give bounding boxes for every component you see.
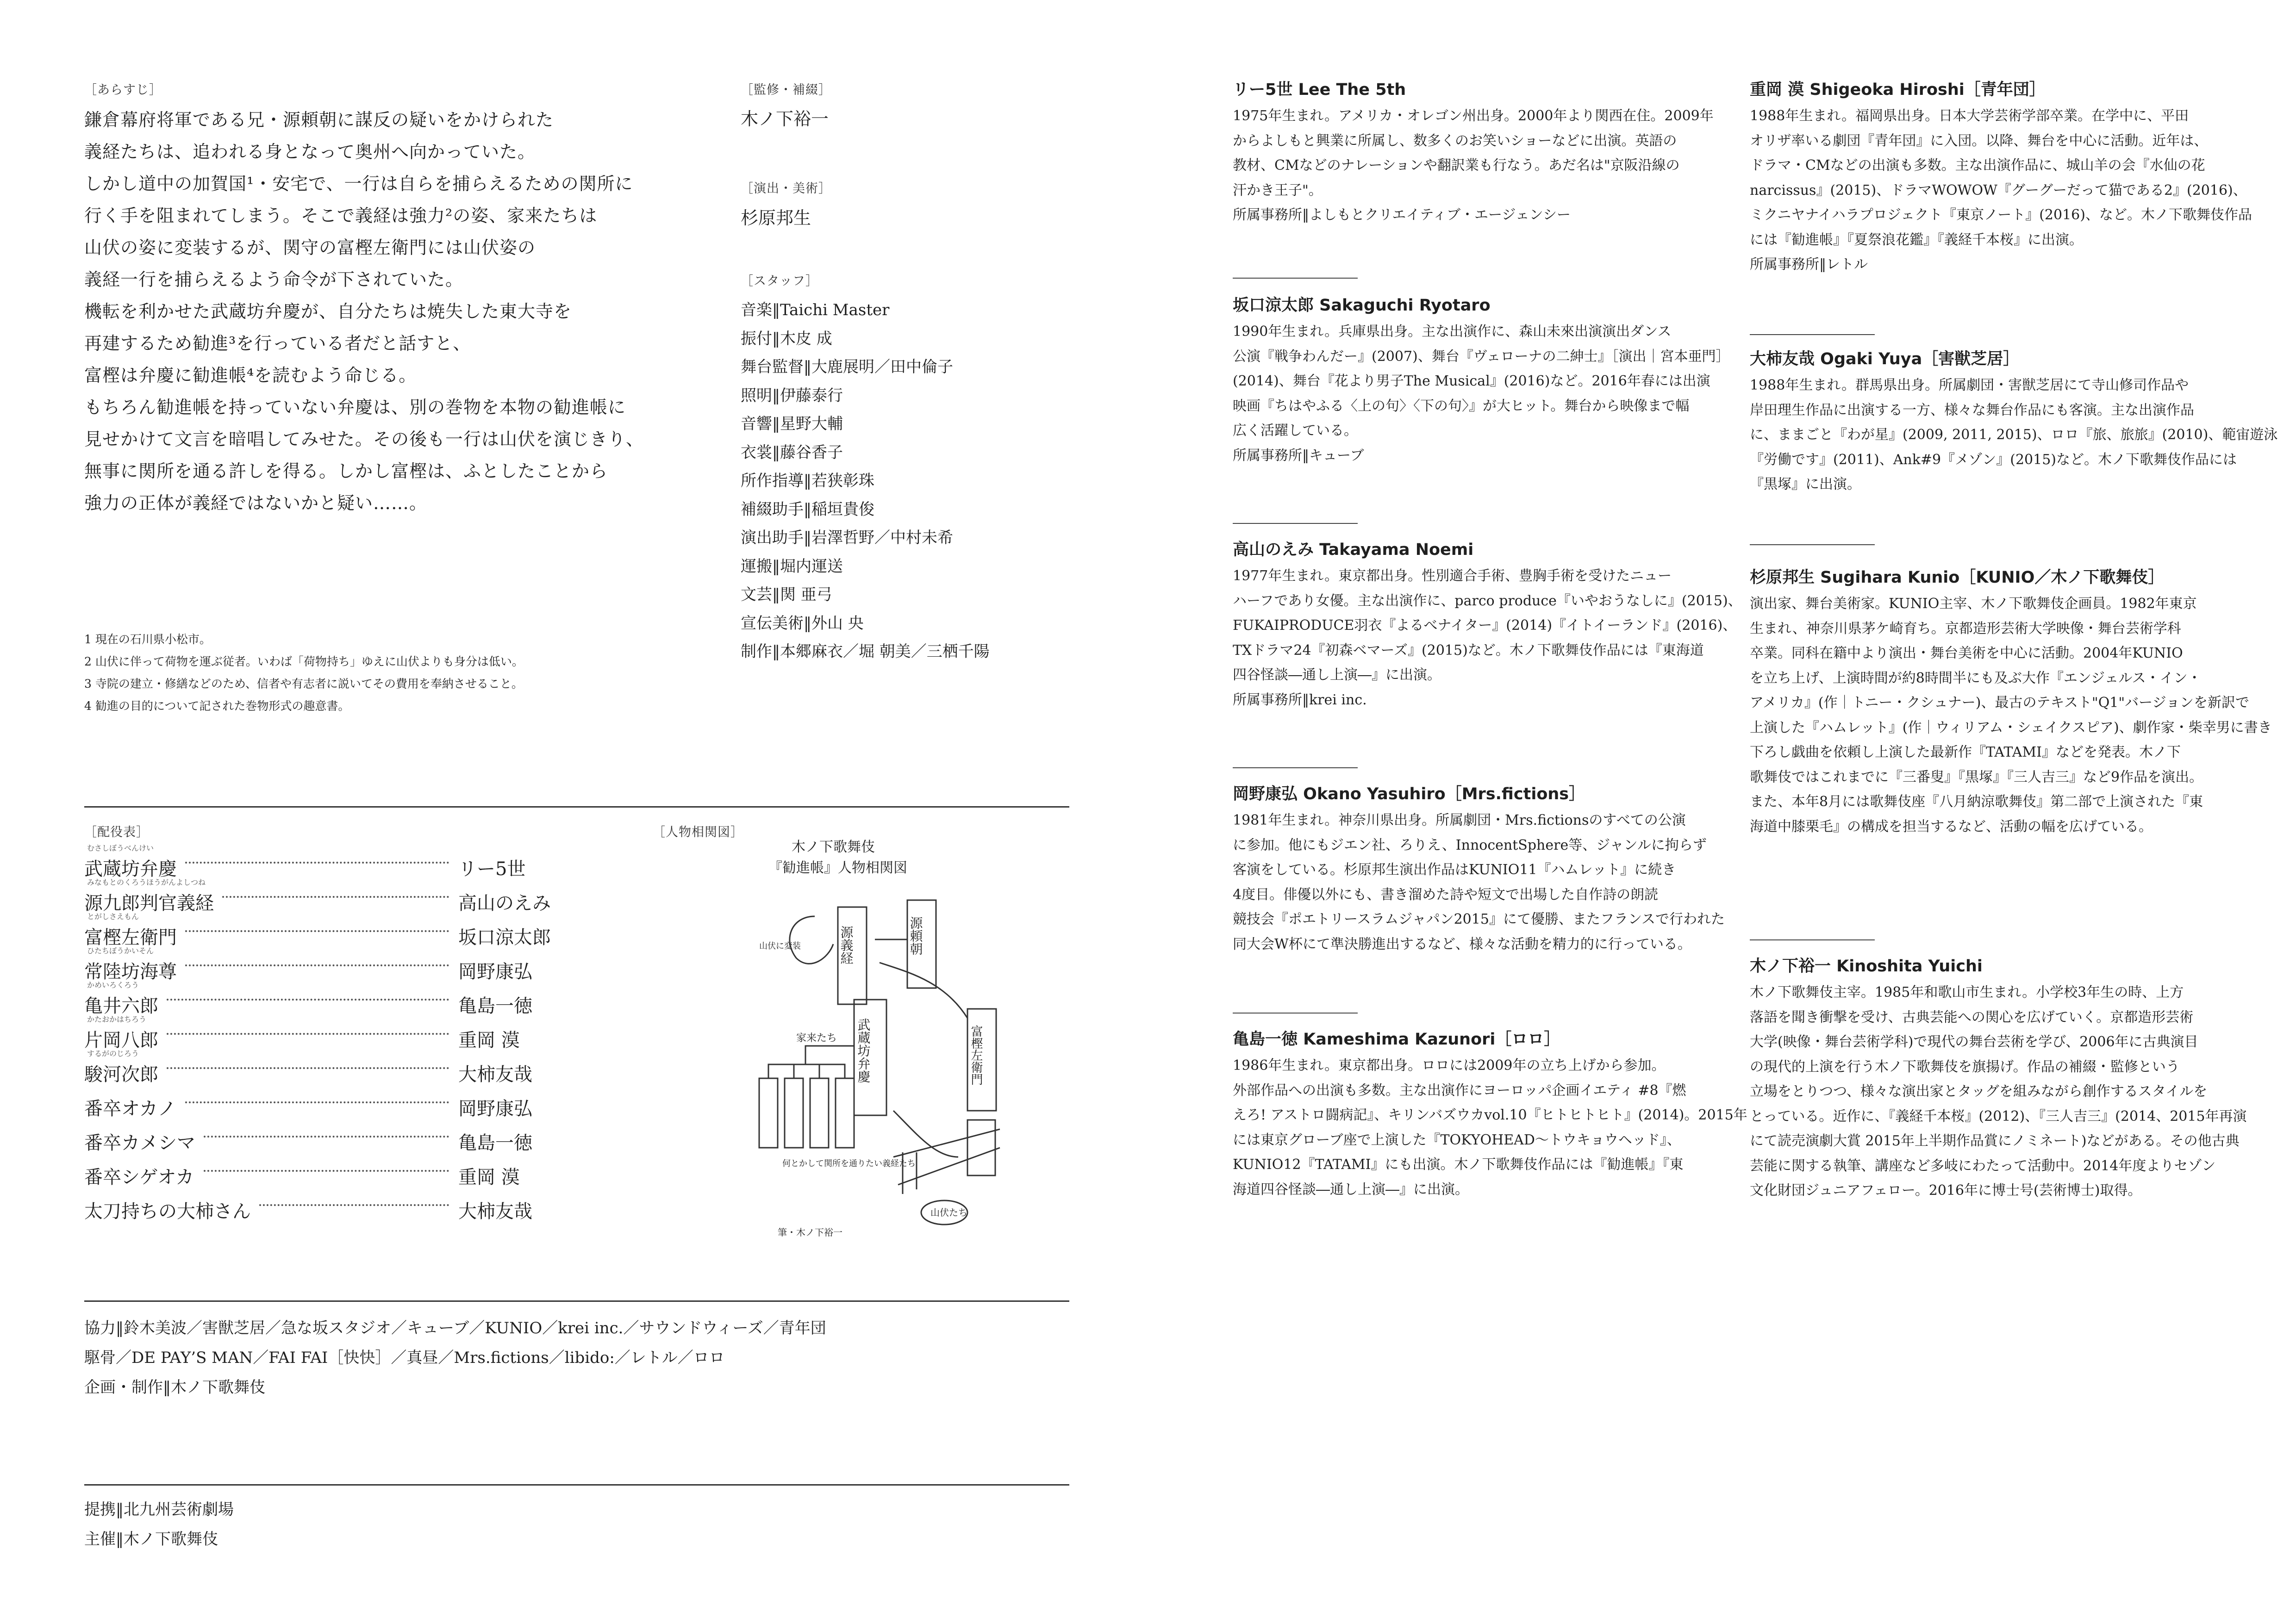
cast-role: 源九郎判官義経 [84, 893, 214, 914]
bio-line: 1990年生まれ。兵庫県出身。主な出演作に、森山未來出演演出ダンス [1233, 323, 1672, 340]
staff-item: 運搬‖堀内運送 [741, 557, 843, 576]
bio-line: 外部作品への出演も多数。主な出演作にヨーロッパ企画イエティ #8『燃 [1233, 1082, 1686, 1099]
bio-line: には『勧進帳』『夏祭浪花鑑』『義経千本桜』に出演。 [1750, 231, 2083, 248]
cast-row [84, 1051, 566, 1085]
footnote: 2 山伏に伴って荷物を運ぶ従者。いわば「荷物持ち」ゆえに山伏よりも身分は低い。 [84, 655, 524, 668]
cast-role: 片岡八郎 [84, 1030, 158, 1051]
bio-kinoshita [1750, 952, 2247, 1203]
cast-leader [185, 930, 449, 932]
synopsis-line: 強力の正体が義経ではないかと疑い……。 [84, 493, 428, 513]
synopsis-body [84, 104, 742, 519]
cast-role: 常陸坊海尊 [84, 961, 177, 983]
bio-line: にて読売演劇大賞 2015年上半期作品賞にノミネート)などがある。その他古典 [1750, 1133, 2240, 1149]
relationship-diagram [741, 833, 1009, 1240]
bio-name: 亀島一徳 Kameshima Kazunori［ロロ］ [1233, 1030, 1560, 1049]
cast-row [84, 845, 566, 879]
staff-list [741, 296, 1157, 666]
supervision-name: 木ノ下裕一 [741, 109, 829, 129]
bio-line: とっている。近作に、『義経千本桜』(2012)、『三人吉三』(2014、2015年再演 [1750, 1108, 2247, 1125]
partner-credit: 提携‖北九州芸術劇場 [84, 1500, 234, 1519]
cast-actor: リー5世 [458, 858, 526, 880]
bio-line: 演出家、舞台美術家。KUNIO主宰、木ノ下歌舞伎企画員。1982年東京 [1750, 596, 2197, 612]
staff-label: ［スタッフ］ [741, 274, 818, 288]
bio-line: 卒業。同科在籍中より演出・舞台美術を中心に活動。2004年KUNIO [1750, 645, 2183, 661]
bio-line: ドラマ・CMなどの出演も多数。主な出演作品に、城山羊の会『水仙の花 [1750, 157, 2205, 174]
cast-row [84, 1188, 566, 1222]
bio-line: 下ろし戯曲を依頼し上演した最新作『TATAMI』などを発表。木ノ下 [1750, 744, 2181, 760]
bio-line: 広く活躍している。 [1233, 423, 1358, 439]
node-guards [967, 1120, 995, 1175]
cast-actor: 大柿友哉 [458, 1201, 532, 1222]
bio-line: 木ノ下歌舞伎主宰。1985年和歌山市生まれ。小学校3年生の時、上方 [1750, 984, 2184, 1001]
bio-line: 1988年生まれ。群馬県出身。所属劇団・害獣芝居にて寺山修司作品や [1750, 377, 2189, 393]
cast-actor: 岡野康弘 [458, 1098, 532, 1119]
node-retainer [759, 1078, 778, 1148]
bio-line: 海道四谷怪談―通し上演―』に出演。 [1233, 1181, 1469, 1198]
bio-line: FUKAIPRODUCE羽衣『よるべナイター』(2014)『イトイーランド』(2016)、 [1233, 617, 1737, 634]
staff-item: 音楽‖Taichi Master [741, 301, 890, 319]
cast-leader [167, 1067, 449, 1069]
bio-divider [1233, 278, 1358, 279]
bio-takayama [1233, 536, 1742, 712]
bio-line: からよしもと興業に所属し、数多くのお笑いショーなどに出演。英語の [1233, 132, 1677, 149]
bio-line: ハーフであり女優。主な出演作に、parco produce『いやおうなしに』(2015)、 [1233, 592, 1742, 609]
bio-line: 4度目。俳優以外にも、書き溜めた詩や短文で出場した自作詩の朗読 [1233, 886, 1659, 903]
cast-leader [185, 964, 449, 966]
bio-line: 生まれ、神奈川県茅ケ崎育ち。京都造形芸術大学映像・舞台芸術学科 [1750, 620, 2181, 637]
bio-line: 海道中膝栗毛』の構成を担当するなど、活動の幅を広げている。 [1750, 818, 2152, 835]
bio-line: 同大会W杯にて準決勝進出するなど、様々な活動を精力的に行っている。 [1233, 936, 1691, 952]
bio-line: に参加。他にもジエン社、ろりえ、InnocentSphere等、ジャンルに拘らず [1233, 837, 1707, 853]
organizer-credit: 主催‖木ノ下歌舞伎 [84, 1530, 218, 1548]
cast-ruby: とがしさえもん [87, 912, 139, 921]
bio-name: 岡野康弘 Okano Yasuhiro［Mrs.fictions］ [1233, 785, 1585, 803]
bio-line: 上演した『ハムレット』(作｜ウィリアム・シェイクスピア)、劇作家・柴幸男に書き [1750, 719, 2272, 736]
bio-line: オリザ率いる劇団『青年団』に入団。以降、舞台を中心に活動。近年は、 [1750, 132, 2208, 149]
bio-name: 大柿友哉 Ogaki Yuya［害獣芝居］ [1750, 350, 2020, 368]
bio-line: 1986年生まれ。東京都出身。ロロには2009年の立ち上げから参加。 [1233, 1057, 1666, 1074]
bio-line: 所属事務所‖krei inc. [1233, 691, 1367, 708]
node-label: 山伏たち [930, 1207, 967, 1218]
cast-role: 番卒カメシマ [84, 1132, 195, 1154]
credit-line: 協力‖鈴木美波／害獣芝居／急な坂スタジオ／キューブ／KUNIO／krei inc.／サウンドウィーズ／青年団 [84, 1319, 826, 1337]
supervision-label: ［監修・補綴］ [741, 83, 831, 97]
bio-divider [1750, 544, 1875, 545]
cast-leader [185, 1101, 449, 1103]
cast-ruby: するがのじろう [87, 1049, 139, 1058]
synopsis-line: 鎌倉幕府将軍である兄・源頼朝に謀反の疑いをかけられた [84, 110, 554, 130]
cast-role: 番卒オカノ [84, 1098, 176, 1119]
cast-ruby: かめいろくろう [87, 981, 139, 989]
cast-ruby: かたおかはちろう [87, 1015, 147, 1024]
bio-line: KUNIO12『TATAMI』にも出演。木ノ下歌舞伎作品には『勧進帳』『東 [1233, 1157, 1684, 1173]
synopsis-line: 山伏の姿に変装するが、関守の富樫左衛門には山伏姿の [84, 237, 536, 258]
bio-line: 文化財団ジュニアフェロー。2016年に博士号(芸術博士)取得。 [1750, 1182, 2142, 1199]
cast-row [84, 1085, 566, 1119]
cast-actor: 重岡 漠 [458, 1030, 520, 1051]
node-retainer [836, 1078, 854, 1148]
diagram-drawing [741, 833, 1009, 1240]
footnote: 1 現在の石川県小松市。 [84, 633, 211, 646]
cast-leader [185, 862, 449, 864]
node-label: 武蔵坊弁慶 [855, 1018, 871, 1083]
cast-row [84, 1016, 566, 1051]
cast-row [84, 948, 566, 982]
bio-line: 大学(映像・舞台芸術学科)で現代の舞台芸術を学び、2006年に古典演目 [1750, 1034, 2198, 1050]
bio-okano [1233, 780, 1725, 957]
cast-role: 富樫左衛門 [84, 927, 177, 948]
credit-line: 駆骨／DE PAY’S MAN／FAI FAI［快快］／真昼／Mrs.fictions／libido:／レトル／ロロ [84, 1349, 725, 1367]
node-label: 家来たち [796, 1032, 837, 1044]
bio-kameshima [1233, 1026, 1747, 1202]
synopsis-line: 富樫は弁慶に勧進帳⁴を読むよう命じる。 [84, 365, 417, 386]
bio-line: 汗かき王子"。 [1233, 182, 1323, 199]
bio-line: には東京グローブ座で上演した『TOKYOHEAD～トウキョウヘッド』、 [1233, 1132, 1681, 1148]
divider [84, 806, 1069, 808]
bio-line: を立ち上げ、上演時間が約8時間半にも及ぶ大作『エンジェルス・イン・ [1750, 670, 2202, 686]
staff-item: 所作指導‖若狭彰珠 [741, 472, 874, 490]
cast-actor: 大柿友哉 [458, 1064, 532, 1085]
bio-line: に、ままごと『わが星』(2009, 2011, 2015)、ロロ『旅、旅旅』(2010)、範宙遊泳 [1750, 427, 2278, 443]
cast-leader [167, 1033, 449, 1035]
cast-row [84, 982, 566, 1016]
bio-divider [1750, 334, 1875, 335]
synopsis-line: 再建するため勧進³を行っている者だと話すと、 [84, 333, 471, 354]
staff-item: 宣伝美術‖外山 央 [741, 614, 864, 633]
bio-line: 『黒塚』に出演。 [1750, 476, 1861, 492]
bio-line: えろ! アストロ闘病記』、キリンバズウカvol.10『ヒトヒトヒト』(2014)。2015年 [1233, 1107, 1747, 1123]
bio-line: 所属事務所‖キューブ [1233, 447, 1364, 464]
staff-item: 衣裳‖藤谷香子 [741, 443, 843, 462]
cast-row [84, 914, 566, 948]
diagram-signature: 筆・木ノ下裕一 [778, 1227, 842, 1238]
organizers [84, 1495, 640, 1554]
cast-label: ［配役表］ [84, 825, 149, 839]
cast-ruby: みなもとのくろうほうがんよしつね [87, 878, 206, 887]
cast-leader [204, 1136, 449, 1138]
synopsis-line: 義経一行を捕らえるよう命令が下されていた。 [84, 269, 464, 290]
cast-actor: 高山のえみ [458, 893, 551, 914]
bio-line: 客演をしている。杉原邦生演出作品はKUNIO11『ハムレット』に続き [1233, 862, 1676, 878]
direction-name: 杉原邦生 [741, 208, 811, 228]
bio-line: 1975年生まれ。アメリカ・オレゴン州出身。2000年より関西在住。2009年 [1233, 108, 1714, 124]
bio-name: 木ノ下裕一 Kinoshita Yuichi [1750, 957, 1983, 976]
cast-actor: 亀島一徳 [458, 1132, 532, 1154]
staff-item: 制作‖本郷麻衣／堀 朝美／三栖千陽 [741, 642, 990, 661]
synopsis-line: 行く手を阻まれてしまう。そこで義経は強力²の姿、家来たちは [84, 205, 598, 226]
cast-leader [259, 1204, 449, 1206]
bio-line: 落語を聞き衝撃を受け、古典芸能への関心を広げていく。京都造形芸術 [1750, 1009, 2194, 1026]
cast-role: 番卒シゲオカ [84, 1167, 194, 1188]
bio-line: 所属事務所‖よしもとクリエイティブ・エージェンシー [1233, 207, 1571, 223]
cast-actor: 岡野康弘 [458, 961, 532, 983]
direction-label: ［演出・美術］ [741, 181, 831, 196]
bio-divider [1750, 939, 1875, 940]
cast-ruby: ひたちぼうかいそん [87, 946, 154, 955]
staff-item: 音響‖星野大輔 [741, 415, 843, 433]
cast-role: 亀井六郎 [84, 995, 158, 1017]
staff-item: 補綴助手‖稲垣貴俊 [741, 500, 874, 519]
divider [84, 1484, 1069, 1486]
yamabushi-sketch [790, 916, 833, 964]
synopsis-line: しかし道中の加賀国¹・安宅で、一行は自らを捕らえるための関所に [84, 174, 633, 194]
node-label: 源義経 [838, 926, 854, 964]
bio-divider [1233, 1013, 1358, 1014]
bio-line: の現代的上演を行う木ノ下歌舞伎を旗揚げ。作品の補綴・監修という [1750, 1058, 2180, 1075]
bio-line: また、本年8月には歌舞伎座『八月納涼歌舞伎』第二部で上演された『東 [1750, 794, 2203, 810]
bio-line: 映画『ちはやふる〈上の句〉〈下の句〉』が大ヒット。舞台から映像まで幅 [1233, 398, 1690, 414]
diagram-title-2: 『勧進帳』人物相関図 [768, 860, 907, 876]
bio-line: 1977年生まれ。東京都出身。性別適合手術、豊胸手術を受けたニュー [1233, 568, 1672, 584]
bio-line: narcissus』(2015)、ドラマWOWOW『グーグーだって猫である2』(2016)、 [1750, 182, 2247, 199]
cast-role: 駿河次郎 [84, 1064, 158, 1085]
cast-actor: 坂口涼太郎 [458, 927, 551, 948]
bio-divider [1233, 767, 1358, 768]
credits [84, 1313, 1103, 1402]
relation-arrows [875, 939, 967, 1157]
annotation: 何とかして関所を通りたい義経たち [782, 1159, 916, 1169]
node-label: 富樫左衛門 [969, 1025, 983, 1085]
bio-line: 1981年生まれ。神奈川県出身。所属劇団・Mrs.fictionsのすべての公演 [1233, 812, 1686, 828]
node-retainer [785, 1078, 803, 1148]
bio-line: TXドラマ24『初森ベマーズ』(2015)など。木ノ下歌舞伎作品には『東海道 [1233, 642, 1704, 659]
bio-name: 高山のえみ Takayama Noemi [1233, 541, 1474, 559]
bio-line: アメリカ』(作｜トニー・クシュナー)、最古のテキスト"Q1"バージョンを新訳で [1750, 695, 2249, 711]
bio-line: 所属事務所‖レトル [1750, 256, 1868, 273]
bio-line: 公演『戦争わんだー』(2007)、舞台『ヴェローナの二紳士』［演出｜宮本亜門］ [1233, 348, 1730, 365]
cast-row [84, 879, 566, 914]
cast-ruby: むさしぼうべんけい [87, 844, 154, 852]
cast-leader [167, 999, 449, 1001]
bio-line: 歌舞伎ではこれまでに『三番叟』『黒塚』『三人吉三』など9作品を演出。 [1750, 769, 2203, 785]
cast-role: 太刀持ちの大柿さん [84, 1201, 251, 1222]
bio-line: 岸田理生作品に出演する一方、様々な舞台作品にも客演。主な出演作品 [1750, 402, 2194, 418]
synopsis-label: ［あらすじ］ [84, 83, 162, 97]
bio-sugihara [1750, 564, 2272, 839]
bio-name: 重岡 漠 Shigeoka Hiroshi［青年団］ [1750, 81, 2046, 99]
cast-actor: 重岡 漠 [458, 1167, 520, 1188]
bio-lee [1233, 76, 1714, 228]
staff-item: 照明‖伊藤泰行 [741, 386, 843, 405]
bio-shigeoka [1750, 76, 2252, 277]
cast-role: 武蔵坊弁慶 [84, 858, 177, 880]
bio-column-left [1233, 76, 1714, 228]
cast-row [84, 1119, 566, 1153]
bio-line: (2014)、舞台『花より男子The Musical』(2016)など。2016年春には出演 [1233, 373, 1710, 389]
cast-row [84, 1153, 566, 1188]
bio-line: 教材、CMなどのナレーションや翻訳業も行なう。あだ名は"京阪沿線の [1233, 157, 1680, 174]
synopsis-line: 見せかけて文言を暗唱してみせた。その後も一行は山伏を演じきり、 [84, 429, 644, 449]
bio-line: 競技会『ポエトリースラムジャパン2015』にて優勝、またフランスで行われた [1233, 911, 1725, 927]
bio-line: 『労働です』(2011)、Ank#9『メゾン』(2015)など。木ノ下歌舞伎作品には [1750, 451, 2237, 468]
staff-item: 舞台監督‖大鹿展明／田中倫子 [741, 358, 953, 376]
bio-line: 四谷怪談―通し上演―』に出演。 [1233, 667, 1441, 683]
bio-name: 杉原邦生 Sugihara Kunio［KUNIO／木ノ下歌舞伎］ [1750, 568, 2165, 587]
synopsis-line: 機転を利かせた武蔵坊弁慶が、自分たちは焼失した東大寺を [84, 301, 572, 322]
synopsis-line: 無事に関所を通る許しを得る。しかし富樫は、ふとしたことから [84, 461, 608, 481]
diagram-title-1: 木ノ下歌舞伎 [792, 839, 875, 855]
synopsis-line: 義経たちは、追われる身となって奥州へ向かっていた。 [84, 142, 536, 162]
cast-leader [222, 896, 449, 898]
credit-line: 企画・制作‖木ノ下歌舞伎 [84, 1378, 265, 1397]
staff-item: 振付‖木皮 成 [741, 329, 832, 348]
bio-name: リー5世 Lee The 5th [1233, 81, 1406, 99]
cast-leader [204, 1170, 449, 1172]
bio-line: 立場をとりつつ、様々な演出家とタッグを組みながら創作するスタイルを [1750, 1083, 2208, 1100]
bio-line: 芸能に関する執筆、講座など多岐にわたって活動中。2014年度よりセゾン [1750, 1157, 2216, 1174]
cast-actor: 亀島一徳 [458, 995, 532, 1017]
bio-sakaguchi [1233, 292, 1730, 468]
synopsis-footnotes [84, 628, 742, 717]
bio-line: 1988年生まれ。福岡県出身。日本大学芸術学部卒業。在学中に、平田 [1750, 108, 2189, 124]
retainer-lines [768, 1046, 854, 1078]
synopsis-line: もちろん勧進帳を持っていない弁慶は、別の巻物を本物の勧進帳に [84, 397, 626, 417]
annotation: 山伏に変装 [759, 941, 801, 951]
bio-line: ミクニヤナイハラプロジェクト『東京ノート』(2016)、など。木ノ下歌舞伎作品 [1750, 207, 2252, 223]
footnote: 3 寺院の建立・修繕などのため、信者や有志者に説いてその費用を奉納させること。 [84, 677, 523, 690]
node-retainer [810, 1078, 829, 1148]
bio-ogaki [1750, 345, 2278, 497]
bio-divider [1233, 523, 1358, 524]
diagram-label: ［人物相関図］ [653, 825, 743, 839]
staff-item: 文芸‖関 亜弓 [741, 585, 832, 604]
staff-item: 演出助手‖岩澤哲野／中村未希 [741, 529, 953, 547]
footnote: 4 勧進の目的について記された巻物形式の趣意書。 [84, 699, 350, 713]
node-label: 源頼朝 [908, 916, 923, 955]
bio-name: 坂口涼太郎 Sakaguchi Ryotaro [1233, 296, 1491, 315]
divider [84, 1300, 1069, 1302]
